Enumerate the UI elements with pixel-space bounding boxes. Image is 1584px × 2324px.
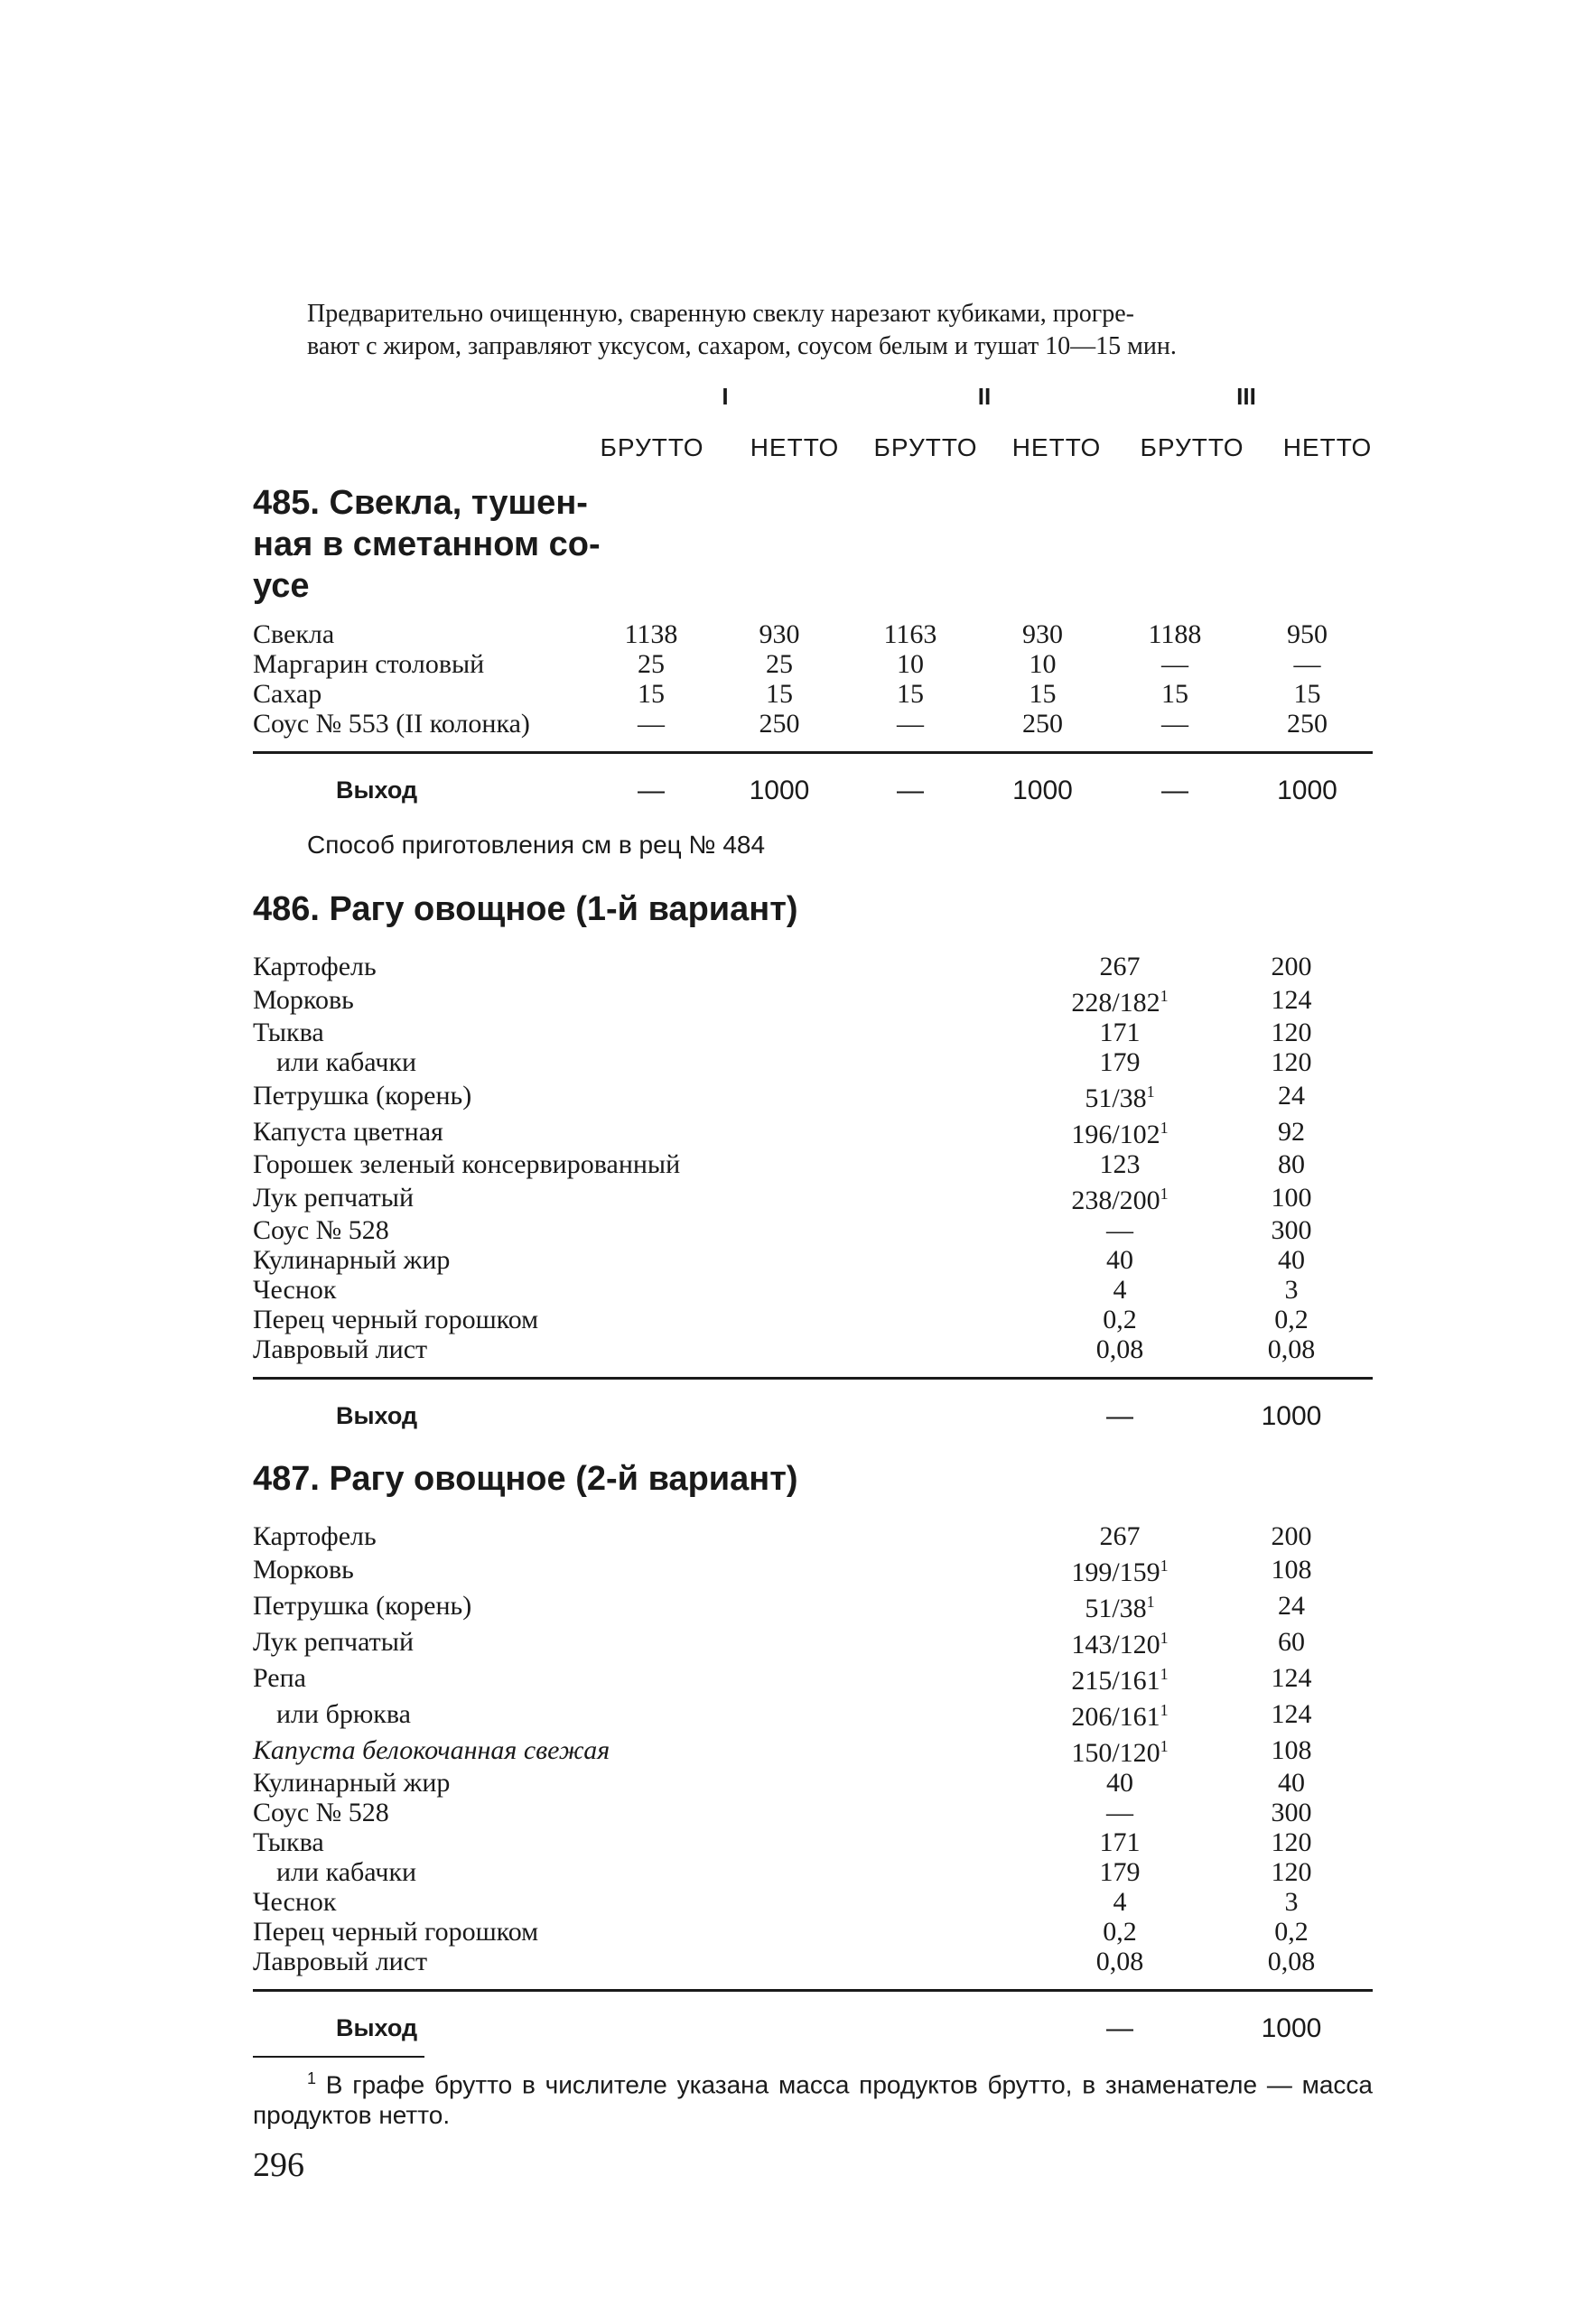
ingredient-name: Чеснок — [253, 1275, 337, 1305]
table-row — [253, 1077, 1373, 1113]
netto-value: 10 — [1029, 649, 1057, 679]
table-row — [253, 1768, 1373, 1798]
netto-value: 250 — [759, 709, 800, 739]
netto-value: 1000 — [1261, 1401, 1322, 1431]
netto-value: 300 — [1271, 1798, 1312, 1827]
ingredient-name: Перец черный горошком — [253, 1917, 539, 1947]
divider-rule — [253, 1377, 1373, 1380]
intro-paragraph — [253, 298, 1373, 363]
brutto-amount: — — [1106, 2013, 1133, 2043]
brutto-amount: 143/120 — [1071, 1630, 1160, 1659]
netto-value: 120 — [1271, 1018, 1312, 1047]
table-row — [253, 1917, 1373, 1947]
divider-rule — [253, 1989, 1373, 1992]
netto-value: 1000 — [749, 776, 810, 805]
brutto-value — [1030, 1827, 1210, 1857]
brutto-amount: 196/102 — [1071, 1120, 1160, 1149]
brutto-value — [1030, 1401, 1210, 1431]
ingredient-name: или брюква — [276, 1698, 411, 1729]
ingredient-name: Морковь — [253, 1554, 354, 1585]
brutto-value — [1030, 1018, 1210, 1047]
intro-line: вают с жиром, заправляют уксусом, сахаром, соусом белым и тушат 10—15 мин. — [307, 332, 1177, 360]
brutto-amount: — — [1106, 1798, 1133, 1827]
netto-value: 0,08 — [1267, 1334, 1316, 1364]
netto-value: 40 — [1278, 1768, 1305, 1798]
brutto-value: 15 — [1161, 679, 1188, 709]
footnote-ref: 1 — [1160, 1737, 1169, 1755]
brutto-amount: 123 — [1099, 1149, 1141, 1179]
ingredient-name: Соус № 553 (II колонка) — [253, 709, 530, 739]
ingredient-name: Петрушка (корень) — [253, 1590, 472, 1621]
netto-value: 930 — [759, 619, 800, 649]
ingredient-name: Картофель — [253, 952, 377, 981]
brutto-value: — — [1161, 709, 1188, 739]
netto-value: 108 — [1271, 1734, 1312, 1765]
footnote-separator — [253, 2056, 424, 2058]
table-row — [253, 1887, 1373, 1917]
brutto-amount: 51/38 — [1085, 1594, 1147, 1623]
recipe-485-table — [253, 619, 1373, 739]
ingredient-name: Репа — [253, 1662, 306, 1693]
netto-value: 24 — [1278, 1080, 1305, 1111]
netto-value: 1000 — [1277, 776, 1337, 805]
netto-value: 100 — [1271, 1182, 1312, 1213]
brutto-value: — — [638, 776, 665, 805]
netto-value: 0,2 — [1274, 1917, 1309, 1947]
brutto-amount: 267 — [1099, 952, 1141, 981]
brutto-amount: 206/161 — [1071, 1702, 1160, 1732]
brutto-value — [1030, 1587, 1210, 1623]
table-row — [253, 1018, 1373, 1047]
netto-value: 40 — [1278, 1245, 1305, 1275]
brutto-value — [1030, 1113, 1210, 1149]
brutto-value — [1030, 1149, 1210, 1179]
table-row — [253, 679, 1373, 709]
brutto-value: 15 — [638, 679, 665, 709]
brutto-value — [1030, 1857, 1210, 1887]
footnote-ref: 1 — [1160, 987, 1169, 1005]
brutto-value — [1030, 1732, 1210, 1768]
brutto-value — [1030, 2013, 1210, 2043]
table-row — [253, 1857, 1373, 1887]
table-row — [253, 1215, 1373, 1245]
header-netto: НЕТТО — [1282, 433, 1373, 461]
footnote-ref: 1 — [1160, 1119, 1169, 1137]
ingredient-name: Картофель — [253, 1521, 377, 1551]
table-row — [253, 1551, 1373, 1587]
table-row — [253, 1305, 1373, 1334]
brutto-value — [1030, 1521, 1210, 1551]
brutto-amount: 4 — [1113, 1887, 1127, 1917]
netto-value: 3 — [1284, 1275, 1299, 1305]
ingredient-name: Выход — [336, 1402, 418, 1429]
brutto-amount: 179 — [1099, 1857, 1141, 1887]
netto-value: 1000 — [1012, 776, 1073, 805]
netto-value: 92 — [1278, 1116, 1305, 1147]
brutto-value: — — [897, 709, 924, 739]
column-headers — [253, 383, 1373, 491]
table-row — [253, 1732, 1373, 1768]
footnote-mark: 1 — [307, 2069, 317, 2087]
table-row — [253, 1275, 1373, 1305]
brutto-value: 1188 — [1148, 619, 1202, 649]
netto-value: 200 — [1271, 952, 1312, 981]
netto-value: 930 — [1022, 619, 1063, 649]
ingredient-name: Лук репчатый — [253, 1626, 414, 1657]
netto-value: 120 — [1271, 1047, 1312, 1077]
brutto-amount: — — [1106, 1401, 1133, 1431]
header-netto: НЕТТО — [750, 433, 840, 461]
brutto-amount: 51/38 — [1085, 1083, 1147, 1113]
divider-rule — [253, 751, 1373, 754]
ingredient-name: Выход — [336, 2014, 418, 2041]
recipe-486-yield — [253, 1401, 1373, 1431]
netto-value: 0,08 — [1267, 1947, 1316, 1976]
netto-value: — — [1293, 649, 1321, 679]
ingredient-name: Капуста белокочанная свежая — [253, 1734, 610, 1765]
intro-line: Предварительно очищенную, сваренную свеклу нарезают кубиками, прогре- — [307, 300, 1134, 328]
table-row — [253, 1587, 1373, 1623]
table-row — [253, 776, 1373, 805]
table-row — [253, 709, 1373, 739]
footnote-ref: 1 — [1160, 1665, 1169, 1683]
ingredient-name: Кулинарный жир — [253, 1245, 451, 1275]
table-row — [253, 1798, 1373, 1827]
ingredient-name: Лук репчатый — [253, 1182, 414, 1213]
recipe-487-yield — [253, 2013, 1373, 2043]
brutto-amount: 150/120 — [1071, 1738, 1160, 1768]
footnote-ref: 1 — [1160, 1557, 1169, 1575]
brutto-value — [1030, 1047, 1210, 1077]
ingredient-name: Выход — [336, 776, 418, 804]
brutto-value — [1030, 1077, 1210, 1113]
netto-value: 124 — [1271, 1662, 1312, 1693]
header-brutto: БРУТТО — [1140, 433, 1244, 461]
footnote-ref: 1 — [1160, 1185, 1169, 1203]
footnote-ref: 1 — [1160, 1629, 1169, 1647]
brutto-value — [1030, 1215, 1210, 1245]
table-row — [253, 1623, 1373, 1659]
footnote-ref: 1 — [1146, 1593, 1155, 1611]
netto-value: 15 — [1293, 679, 1321, 709]
brutto-amount: 0,08 — [1095, 1334, 1144, 1364]
netto-value: 120 — [1271, 1827, 1312, 1857]
brutto-value — [1030, 1245, 1210, 1275]
ingredient-name: или кабачки — [276, 1047, 417, 1077]
netto-value: 80 — [1278, 1149, 1305, 1179]
table-row — [253, 619, 1373, 649]
brutto-amount: 40 — [1106, 1245, 1133, 1275]
recipe-485-note: Способ приготовления см в рец № 484 — [307, 831, 766, 859]
netto-value: 108 — [1271, 1554, 1312, 1585]
ingredient-name: Лавровый лист — [253, 1947, 428, 1976]
table-row — [253, 1827, 1373, 1857]
brutto-amount: 171 — [1099, 1827, 1141, 1857]
ingredient-name: или кабачки — [276, 1857, 417, 1887]
netto-value: 250 — [1022, 709, 1063, 739]
footnote-ref: 1 — [1146, 1083, 1155, 1101]
recipe-486-title: 486. Рагу овощное (1-й вариант) — [253, 890, 798, 928]
brutto-value: 25 — [638, 649, 665, 679]
header-brutto: БРУТТО — [873, 433, 978, 461]
footnote-text: В графе брутто в числителе указана масса продуктов брутто, в знаменателе — масса продуктов нетто. — [253, 2070, 1374, 2130]
netto-value: 24 — [1278, 1590, 1305, 1621]
recipe-485-title: 485. Свекла, тушенная в сметанном соусе — [253, 484, 601, 605]
brutto-value — [1030, 1696, 1210, 1732]
table-row — [253, 1245, 1373, 1275]
table-row — [253, 1659, 1373, 1696]
brutto-value — [1030, 1179, 1210, 1215]
brutto-value: 1163 — [883, 619, 937, 649]
table-row — [253, 1149, 1373, 1179]
brutto-amount: 215/161 — [1071, 1666, 1160, 1696]
brutto-amount: 267 — [1099, 1521, 1141, 1551]
brutto-amount: 0,2 — [1103, 1917, 1137, 1947]
ingredient-name: Тыква — [253, 1018, 324, 1047]
brutto-value: 15 — [897, 679, 924, 709]
recipe-487-title: 487. Рагу овощное (2-й вариант) — [253, 1460, 798, 1498]
brutto-value: — — [897, 776, 924, 805]
column-group-i: I — [722, 383, 729, 410]
recipe-485-yield — [253, 776, 1373, 805]
ingredient-name: Лавровый лист — [253, 1334, 428, 1364]
ingredient-name: Сахар — [253, 679, 322, 709]
netto-value: 250 — [1287, 709, 1328, 739]
footnote — [253, 2063, 1373, 2131]
brutto-amount: 228/182 — [1071, 988, 1160, 1018]
ingredient-name: Соус № 528 — [253, 1215, 389, 1245]
table-row — [253, 1179, 1373, 1215]
table-row — [253, 649, 1373, 679]
netto-value: 950 — [1287, 619, 1328, 649]
netto-value: 15 — [766, 679, 793, 709]
netto-value: 60 — [1278, 1626, 1305, 1657]
brutto-value — [1030, 1887, 1210, 1917]
netto-value: 3 — [1284, 1887, 1299, 1917]
brutto-value — [1030, 981, 1210, 1018]
brutto-value — [1030, 1947, 1210, 1976]
ingredient-name: Маргарин столовый — [253, 649, 485, 679]
yield-row — [253, 1401, 1373, 1431]
ingredient-name: Тыква — [253, 1827, 324, 1857]
netto-value: 1000 — [1261, 2013, 1322, 2043]
brutto-value — [1030, 952, 1210, 981]
header-netto: НЕТТО — [1011, 433, 1102, 461]
yield-row — [253, 2013, 1373, 2043]
table-row — [253, 1113, 1373, 1149]
brutto-value — [1030, 1305, 1210, 1334]
brutto-amount: 0,08 — [1095, 1947, 1144, 1976]
ingredient-name: Капуста цветная — [253, 1116, 443, 1147]
ingredient-name: Горошек зеленый консервированный — [253, 1149, 681, 1179]
brutto-value — [1030, 1659, 1210, 1696]
brutto-value — [1030, 1334, 1210, 1364]
brutto-value — [1030, 1551, 1210, 1587]
recipe-486-table — [253, 952, 1373, 1364]
table-row — [253, 952, 1373, 981]
ingredient-name: Петрушка (корень) — [253, 1080, 472, 1111]
brutto-value: — — [1161, 776, 1188, 805]
brutto-value: 1138 — [624, 619, 678, 649]
table-row — [253, 1521, 1373, 1551]
ingredient-name: Соус № 528 — [253, 1798, 389, 1827]
table-row — [253, 1334, 1373, 1364]
brutto-amount: 4 — [1113, 1275, 1127, 1305]
table-row — [253, 981, 1373, 1018]
brutto-amount: 171 — [1099, 1018, 1141, 1047]
header-brutto: БРУТТО — [600, 433, 704, 461]
table-row — [253, 1047, 1373, 1077]
brutto-value — [1030, 1768, 1210, 1798]
book-page — [253, 298, 1373, 2185]
column-group-ii: II — [977, 383, 992, 410]
netto-value: 200 — [1271, 1521, 1312, 1551]
recipe-487-table — [253, 1521, 1373, 1976]
netto-value: 15 — [1029, 679, 1057, 709]
brutto-value — [1030, 1275, 1210, 1305]
brutto-amount: 179 — [1099, 1047, 1141, 1077]
netto-value: 0,2 — [1274, 1305, 1309, 1334]
ingredient-name: Чеснок — [253, 1887, 337, 1917]
table-row — [253, 1696, 1373, 1732]
brutto-value: 10 — [897, 649, 924, 679]
netto-value: 25 — [766, 649, 793, 679]
brutto-value: — — [1161, 649, 1188, 679]
brutto-amount: 238/200 — [1071, 1185, 1160, 1215]
netto-value: 300 — [1271, 1215, 1312, 1245]
ingredient-name: Морковь — [253, 984, 354, 1015]
netto-value: 124 — [1271, 984, 1312, 1015]
netto-value: 124 — [1271, 1698, 1312, 1729]
brutto-value — [1030, 1623, 1210, 1659]
ingredient-name: Свекла — [253, 619, 335, 649]
ingredient-name: Перец черный горошком — [253, 1305, 539, 1334]
table-row — [253, 1947, 1373, 1976]
brutto-value — [1030, 1798, 1210, 1827]
brutto-amount: 0,2 — [1103, 1305, 1137, 1334]
brutto-value: — — [638, 709, 665, 739]
page-number: 296 — [253, 2146, 304, 2185]
netto-value: 120 — [1271, 1857, 1312, 1887]
brutto-amount: 199/159 — [1071, 1557, 1160, 1587]
column-group-iii: III — [1236, 383, 1256, 410]
footnote-ref: 1 — [1160, 1701, 1169, 1719]
ingredient-name: Кулинарный жир — [253, 1768, 451, 1798]
brutto-amount: 40 — [1106, 1768, 1133, 1798]
brutto-value — [1030, 1917, 1210, 1947]
brutto-amount: — — [1106, 1215, 1133, 1245]
